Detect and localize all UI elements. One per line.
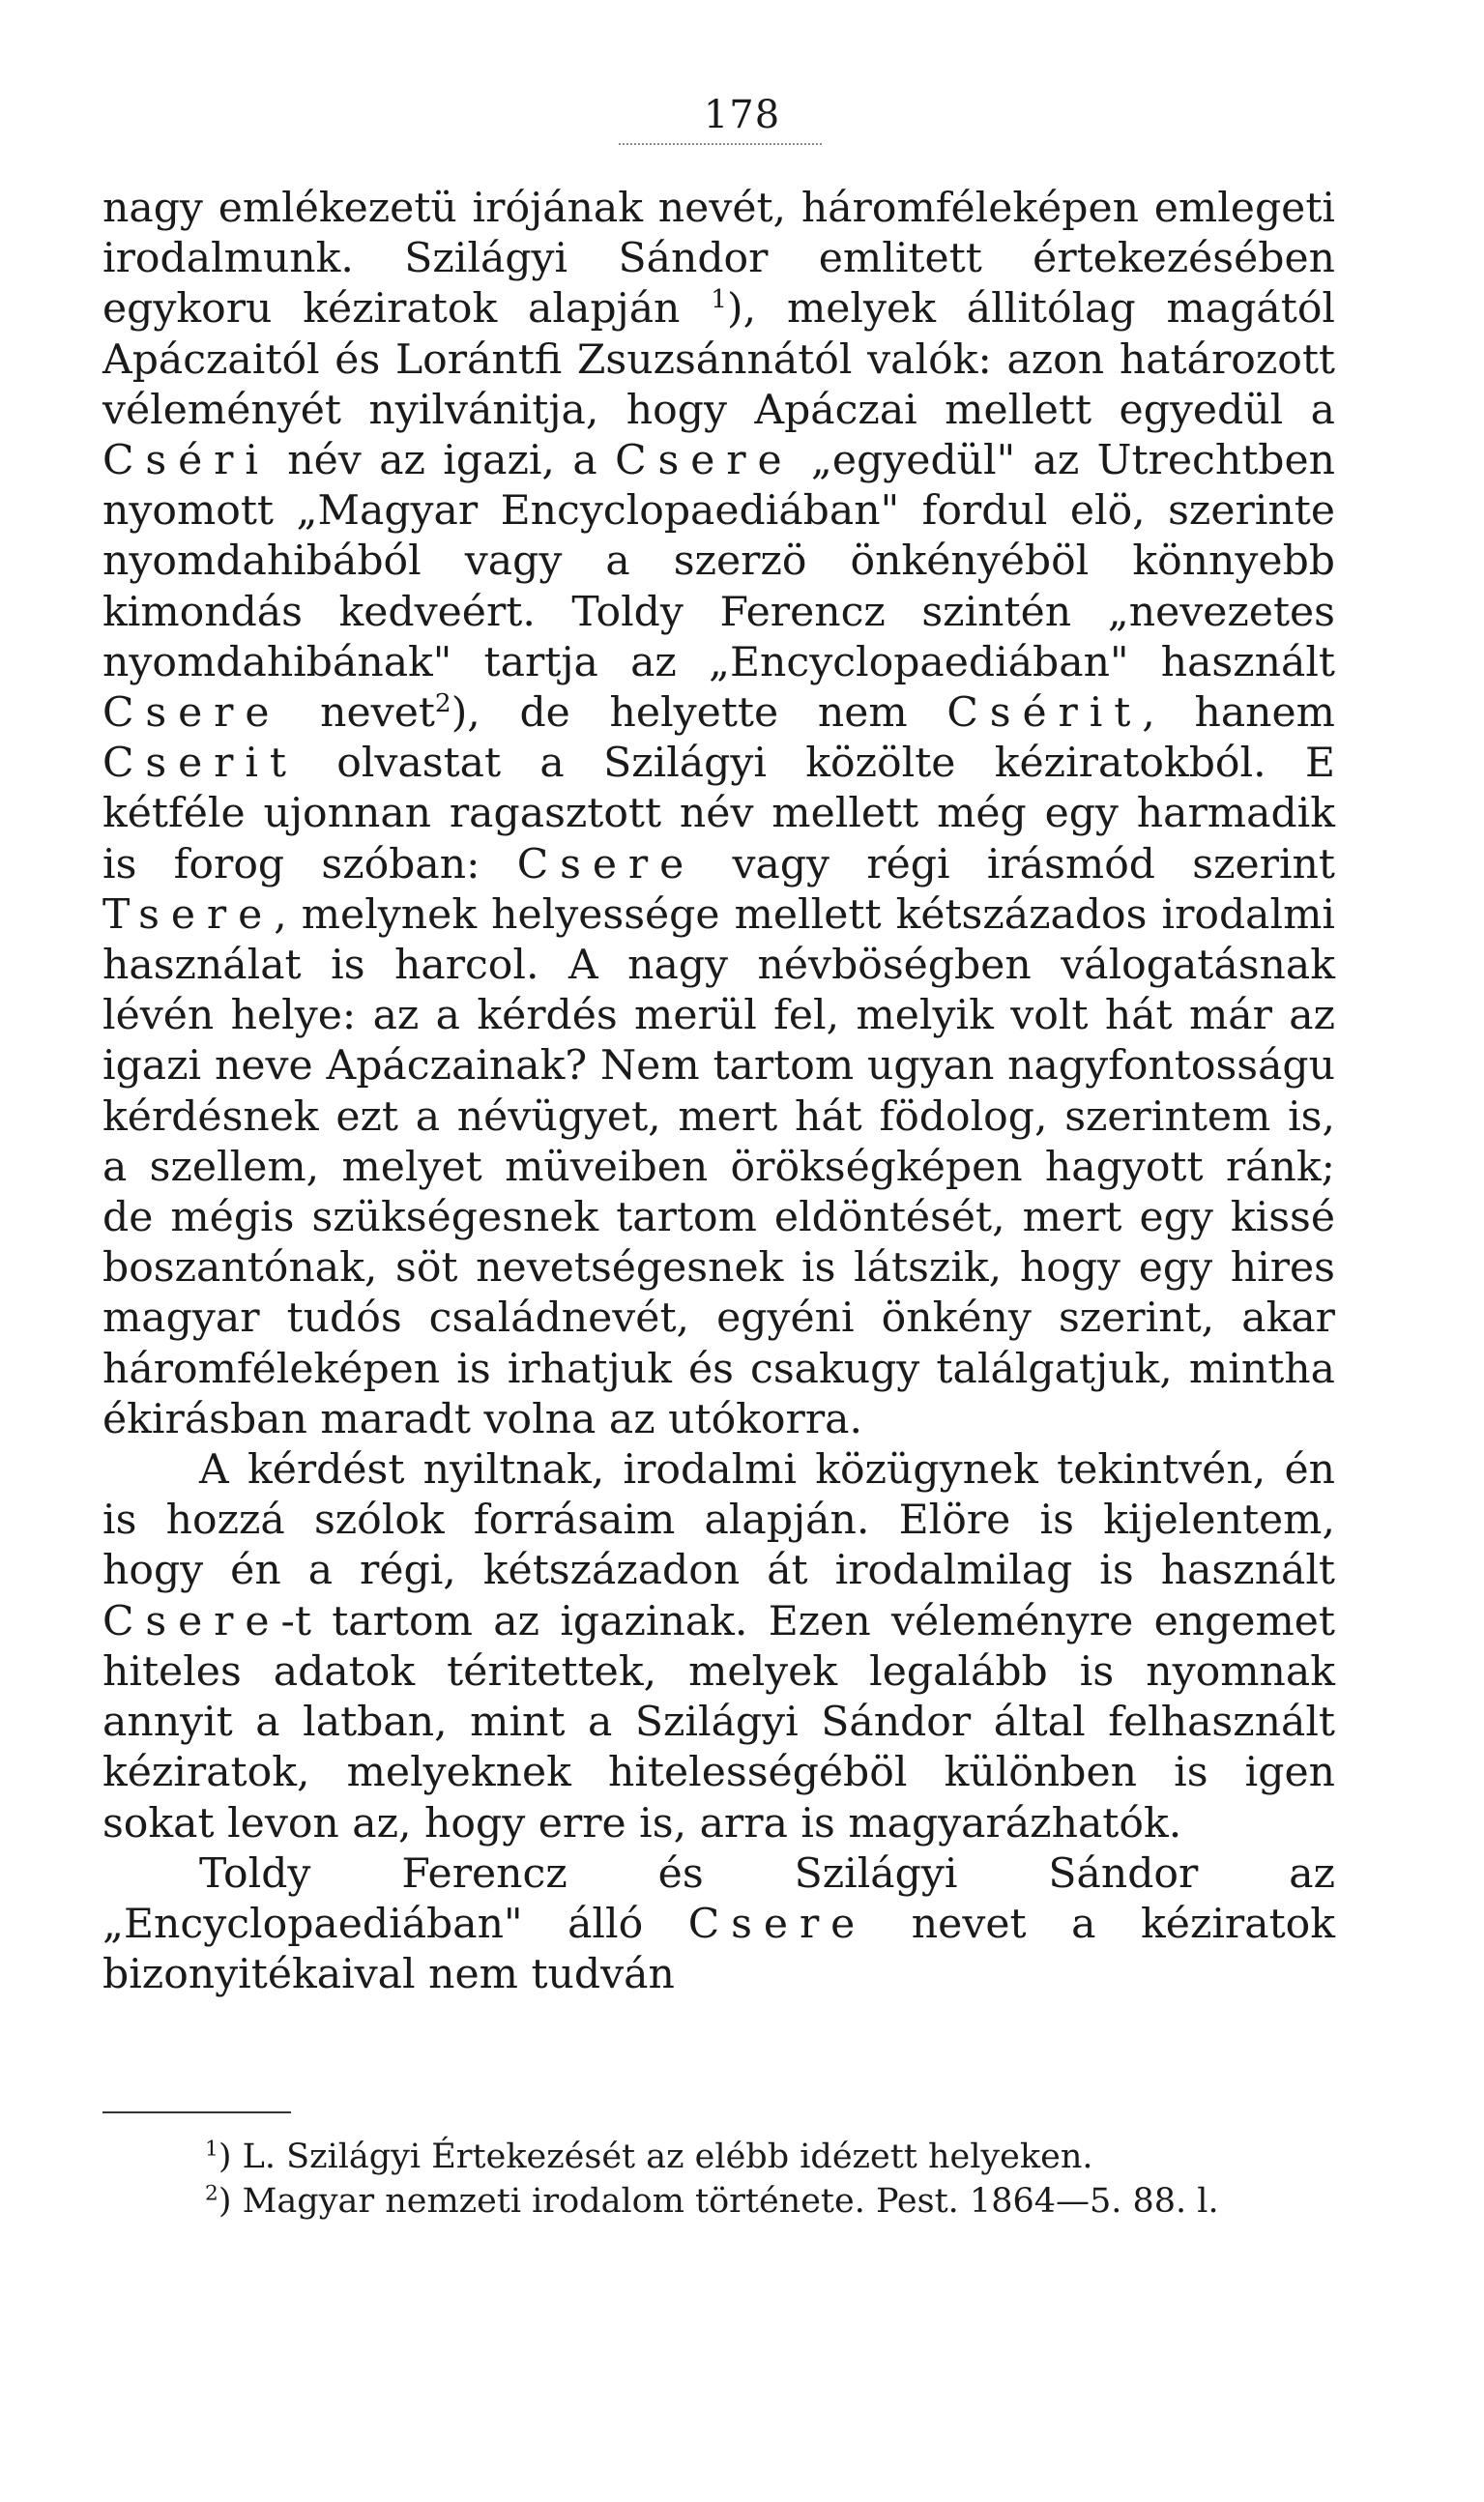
paragraph-1-text-4: „egyedül" az Utrechtben nyomott „Magyar Encyclopaediában" fordul elö, szerinte nyomdahibából vagy a szerzö önkényéböl könnyebb kimondás kedveért. Toldy Ferencz szintén „nevezetes nyomdahibának" tartja az „Encyclopaediában" használt: [102, 437, 1336, 686]
paragraph-3-text-2: nevet a kéziratok bizonyitékaival nem tudván: [102, 1900, 1335, 1999]
paragraph-2: [102, 1445, 1335, 1849]
paragraph-1-text-10: , melynek helyessége mellett kétszázados irodalmi használat is harcol. A nagy névböségben válogatásnak lévén helye: az a kérdés merül fel, melyik volt hát már az igazi neve Apáczainak? Nem tartom ugyan nagyfontosságu kérdésnek ezt a névügyet, mert hát födolog, szerintem is, a szellem, melyet müveiben örökségképen hagyott ránk; de mégis szükségesnek tartom eldöntését, mert egy kissé boszantónak, söt nevetségesnek is látszik, hogy egy hires magyar tudós családnevét, egyéni önkény szerint, akar háromféleképen is irhatjuk és csakugy találgatjuk, mintha ékirásban maradt volna az utókorra.: [102, 890, 1335, 1443]
footnote-mark: 1: [205, 2137, 218, 2162]
name-cserit: Cserit: [102, 740, 298, 788]
page-number: 178: [703, 93, 781, 137]
paragraph-1-text-3: név az igazi, a: [287, 437, 597, 485]
paragraph-1-text-9: vagy régi irásmód szerint: [732, 840, 1336, 888]
name-csere: Csere: [102, 689, 281, 738]
paragraph-1-text-8: olvastat a Szilágyi közölte kéziratokból. E kétféle ujonnan ragasztott név mellett még egy harmadik is forog szóban:: [102, 740, 1335, 888]
paragraph-1-text-2: ), melyek állitólag magától Apáczaitól és Lorántfi Zsuzsánnától valók: azon határozott véleményét nyilvánitja, hogy Apáczai mellett egyedül a: [102, 285, 1335, 434]
name-cseri: Cséri: [102, 437, 270, 485]
paragraph-1: [102, 184, 1335, 1445]
name-csere: Csere: [516, 840, 696, 888]
name-cserit: Csérit: [946, 689, 1143, 738]
page-number-underline: [619, 143, 822, 145]
paragraph-3: [102, 1849, 1335, 2001]
name-csere: Csere: [615, 437, 794, 485]
footnote-ref-1: 1: [711, 285, 728, 315]
paragraph-1-text-1: nagy emlékezetü irójának nevét, háromféleképen emlegeti irodalmunk. Szilágyi Sándor emlitett értekezésében egykoru kéziratok alapján: [102, 185, 1335, 334]
footnote-1: [205, 2135, 1336, 2179]
paragraph-2-text-1: A kérdést nyiltnak, irodalmi közügynek tekintvén, én is hozzá szólok forrásaim alapján. Elöre is kijelentem, hogy én a régi, kétszázadon át irodalmilag is használt: [102, 1446, 1335, 1595]
footnote-text: ) L. Szilágyi Értekezését az elébb idézett helyeken.: [218, 2138, 1093, 2176]
paragraph-1-text-7: , hanem: [1142, 689, 1335, 738]
footnotes: [205, 2135, 1336, 2224]
name-csere: Csere: [102, 1597, 281, 1645]
paragraph-2-text-2: -t tartom az igazinak. Ezen véleményre engemet hiteles adatok téritettek, melyek legalább is nyomnak annyit a latban, mint a Szilágyi Sándor által felhasznált kéziratok, melyeknek hitelességéböl különben is igen sokat levon az, hogy erre is, arra is magyarázhatók.: [102, 1597, 1335, 1847]
name-tsere: Tsere: [102, 890, 275, 939]
footnote-mark: 2: [205, 2181, 218, 2206]
name-csere: Csere: [687, 1900, 867, 1948]
main-text: [102, 184, 1335, 2000]
paragraph-1-text-6: ), de helyette nem: [451, 689, 908, 738]
footnote-ref-2: 2: [434, 688, 451, 718]
paragraph-1-text-5: nevet: [320, 689, 435, 738]
footnote-2: [205, 2179, 1336, 2224]
footnote-text: ) Magyar nemzeti irodalom története. Pest. 1864—5. 88. l.: [218, 2182, 1219, 2221]
paragraph-3-text-1: Toldy Ferencz és Szilágyi Sándor az „Encyclopaediában" álló: [102, 1849, 1335, 1948]
footnote-divider: [102, 2111, 291, 2113]
